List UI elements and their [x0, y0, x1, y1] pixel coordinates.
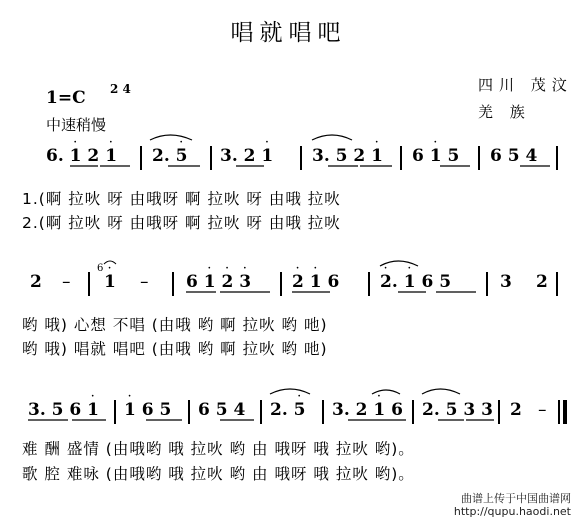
staff-line-3: 3. 5 6 1 · 1 · 6 5 6 5 4 2. 5 · 3. 2 1 · 6 2. 5 3 3 2 – [0, 400, 577, 440]
key-signature: 1=C [46, 88, 86, 108]
footer-line-1: 曲谱上传于中国曲谱网 [461, 492, 571, 505]
time-top: 2 [110, 82, 119, 96]
svg-text:6: 6 [97, 263, 104, 274]
footer-line-2: http://qupu.haodi.net [453, 505, 571, 518]
song-title: 唱就唱吧 [230, 20, 347, 46]
lyric-line-3-verse-1: 难 酬 盛情 (由哦哟 哦 拉吙 哟 由 哦呀 哦 拉吙 哟)。 [22, 440, 415, 458]
time-signature [110, 82, 131, 96]
lyric-line-2-verse-2: 哟 哦) 唱就 唱吧 (由哦 哟 啊 拉吙 哟 吔) [22, 340, 328, 358]
time-bottom: 4 [122, 82, 131, 96]
staff-line-1: 6. 1 · 2 1 · 2. 5 · 3. 2 1 · 3. 5 2 1 · 6 1 · 5 6 5 4 [0, 146, 577, 186]
lyric-line-2-verse-1: 哟 哦) 心想 不唱 (由哦 哟 啊 拉吙 哟 吔) [22, 316, 328, 334]
tempo-marking: 中速稍慢 [46, 116, 107, 134]
staff-line-2: 2 – 1 · – 6 1 · 2 · 3 · 2 · 1 · 6 2 · . 1 · 6 5 3 2 6 [0, 272, 577, 312]
lyric-line-1-verse-1: 1.(啊 拉吙 呀 由哦呀 啊 拉吙 呀 由哦 拉吙 [22, 190, 341, 208]
notes-line-1: 6. 1 · 2 1 · [46, 138, 118, 166]
credit-ethnic: 羌 族 [478, 103, 531, 121]
lyric-line-1-verse-2: 2.(啊 拉吙 呀 由哦呀 啊 拉吙 呀 由哦 拉吙 [22, 214, 341, 232]
lyric-line-3-verse-2: 歌 腔 难咏 (由哦哟 哦 拉吙 哟 由 哦呀 哦 拉吙 哟)。 [22, 465, 415, 483]
watermark-footer [454, 492, 571, 518]
credit-region: 四川 茂汶 [478, 76, 573, 94]
